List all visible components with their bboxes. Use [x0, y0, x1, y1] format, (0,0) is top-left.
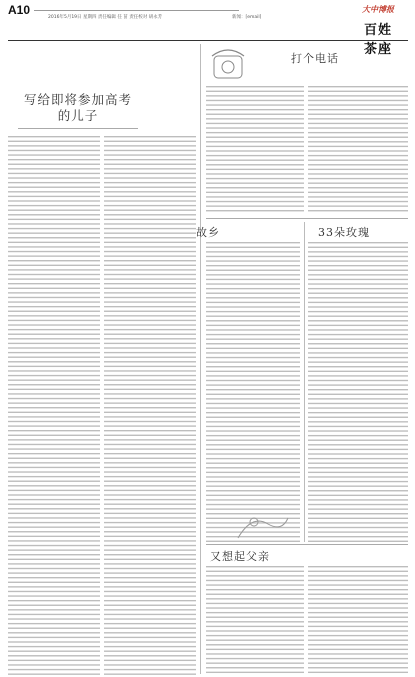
- hometown-headline: 故乡: [196, 226, 220, 239]
- father-headline: 又想起父亲: [210, 550, 270, 563]
- column-divider-mid: [304, 222, 305, 542]
- hometown-body: [206, 242, 300, 542]
- left-article-headline: 写给即将参加高考的儿子: [23, 92, 132, 123]
- left-headline-rule: [18, 128, 138, 129]
- page-number: A10: [8, 3, 31, 17]
- header-date-line: 2016年5月19日 星期四 责任编辑 任 苗 责任校对 胡永芳: [48, 15, 163, 20]
- header-rule-top: [34, 10, 239, 11]
- father-illustration: [232, 508, 292, 544]
- right-top-headline: 打个电话: [291, 52, 339, 65]
- divider-rule-mid: [206, 218, 408, 219]
- masthead: [348, 4, 408, 57]
- right-top-body-col1: [206, 86, 304, 214]
- divider-rule-bottom: [206, 544, 408, 545]
- header-rule: [8, 40, 408, 41]
- father-body-col2: [308, 566, 408, 674]
- left-article-body-col2: [104, 136, 196, 676]
- roses-body: [308, 242, 408, 542]
- right-top-body-col2: [308, 86, 408, 214]
- header-email: 新闻：[email]: [232, 15, 262, 20]
- section-title-line-2: 茶座: [363, 42, 392, 57]
- left-article-body-col1: [8, 136, 100, 676]
- masthead-brand: 大中博报: [362, 4, 394, 14]
- column-divider-left: [200, 44, 201, 674]
- roses-headline: 33朵玫瑰: [318, 226, 370, 239]
- father-body-col1: [206, 566, 304, 674]
- section-title-line-1: 百姓: [363, 23, 392, 38]
